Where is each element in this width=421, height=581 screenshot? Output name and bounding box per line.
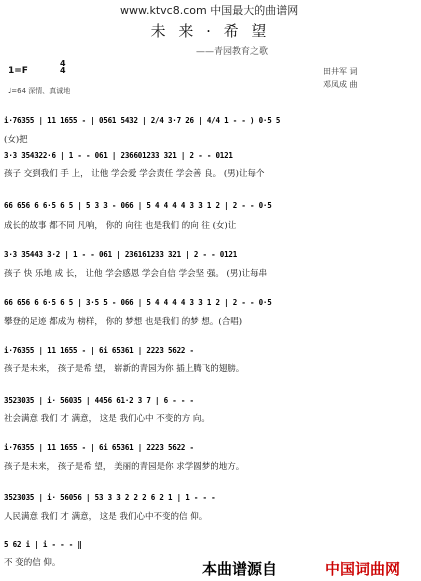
notation-row: i·76355 | 11 1655 - | 0561 5432 | 2/4 3·7 26 | 4/4 1 - - ) 0·5 5 [4,116,281,125]
lyric-row: (女)把 [4,135,28,145]
notation-row: 5 62 i | i - - - ‖ [4,540,82,549]
composer-credit: 邓凤成 曲 [323,80,358,89]
lyric-row: 不 变的信 仰。 [4,558,61,568]
lyric-row: 人民满意 我们 才 满意， 这是 我们心中不变的信 仰。 [4,512,208,522]
lyric-row: 攀登的足迹 都成为 榜样， 你的 梦想 也是我们 的梦 想。(合唱) [4,317,243,327]
song-subtitle: ——青园教育之歌 [196,47,269,57]
notation-row: 66 656 6 6·5 6 5 | 5 3 3 - 066 | 5 4 4 4 4 3 3 1 2 | 2 - - 0·5 [4,201,272,210]
lyric-row: 社会满意 我们 才 满意， 这是 我们心中 不变的方 向。 [4,414,210,424]
tempo-marking: ♩=64 深情、真诚地 [8,87,71,95]
lyric-row: 孩子是未来， 孩子是希 望， 美丽的青园是你 求学圆梦的地方。 [4,462,245,472]
lyric-row: 孩子 交到我们 手 上， 让他 学会爱 学会责任 学会善 良。 (男)让每个 [4,169,265,179]
site-header: www.ktvc8.com 中国最大的曲谱网 [120,4,299,17]
notation-row: 66 656 6 6·5 6 5 | 3·5 5 - 066 | 5 4 4 4 4 3 3 1 2 | 2 - - 0·5 [4,298,272,307]
lyric-row: 孩子 快 乐地 成 长， 让他 学会感恩 学会自信 学会坚 强。 (男)让每串 [4,269,268,279]
notation-row: 3523035 | i· 56056 | 53 3 3 2 2 2 6 2 1 | 1 - - - [4,493,216,502]
footer-source-text: 本曲谱源自 [202,560,278,578]
notation-row: 3·3 35443 3·2 | 1 - - 061 | 236161233 321 | 2 - - 0121 [4,250,238,259]
notation-row: 3523035 | i· 56035 | 4456 61·2 3 7 | 6 - - - [4,396,194,405]
notation-row: i·76355 | 11 1655 - | 6i 65361 | 2223 5622 - [4,346,194,355]
time-signature [60,60,66,74]
notation-row: 3·3 354322·6 | 1 - - 061 | 236601233 321 | 2 - - 0121 [4,151,233,160]
notation-row: i·76355 | 11 1655 - | 6i 65361 | 2223 5622 - [4,443,194,452]
footer-site-link[interactable]: 中国词曲网 [325,560,401,578]
meter-top: 4 [60,59,66,68]
meter-bottom: 4 [60,66,66,75]
key-signature: 1=F [8,66,28,76]
song-title: 未 来 · 希 望 [150,22,271,40]
lyric-row: 孩子是未来， 孩子是希 望， 崭新的青园为你 插上腾飞的翅膀。 [4,364,245,374]
lyric-row: 成长的故事 都不同 凡响， 你的 向往 也是我们 的向 往 (女)让 [4,221,237,231]
lyricist-credit: 田井军 词 [323,67,358,76]
